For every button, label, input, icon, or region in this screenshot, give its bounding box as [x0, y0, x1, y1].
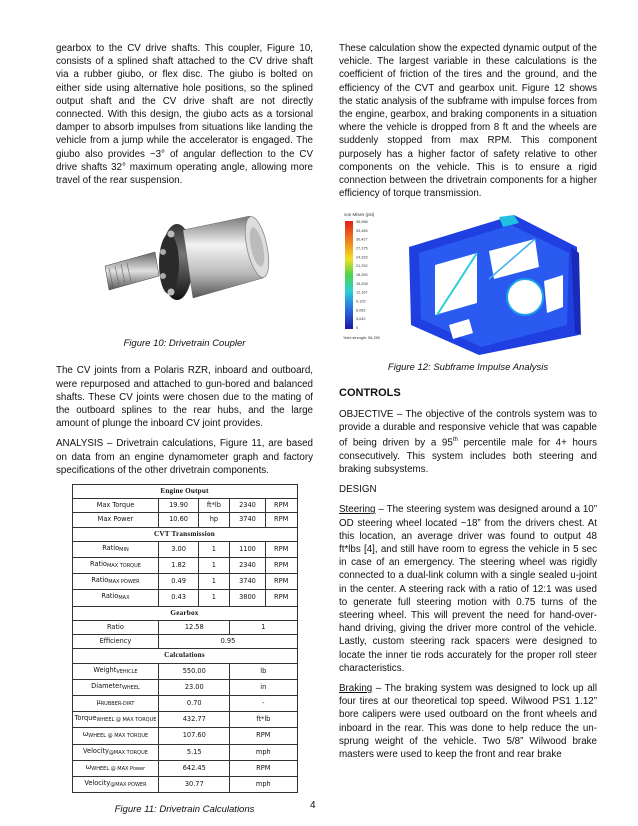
paragraph-steering: Steering – The steering system was designed around a 10” OD steering wheel located ~18” from the drivers chest. At this location, an average driver was found to output 48 ft*lbs [4], and still have room to egress the vehicle in 5 sec in case of an emergency. The steering wheel was rigidly connected to a dual-link column with a single sealed u-joint in the center. A steering rack with a ratio of 12:1 was used to generate full steering motion with 0.75 turns of the steering wheel. This will prevent the need for hand-over-hand driving, giving the driver more control of the vehicle. Lastly, custom steering rack spacers were designed to locate the inner tie rods accurately for the proper roll steer characteristics.	[339, 504, 597, 674]
legend-tick-label: 24,333	[356, 255, 368, 260]
table-row: Diameter$_{WHEEL}$ 23.00 in	[72, 679, 297, 695]
legend-tick-label: 6,083	[356, 308, 366, 313]
subframe-fea-figure	[339, 207, 597, 357]
legend-tick-label: 12,167	[356, 291, 368, 296]
left-column	[56, 42, 313, 816]
steering-label: Steering	[339, 504, 376, 516]
table-row: Efficiency 0.95	[72, 635, 297, 649]
legend-tick-label: 33,455	[356, 229, 368, 234]
legend-tick-label: 30,427	[356, 238, 368, 243]
calculations-header: Calculations	[72, 649, 297, 663]
engine-output-header: Engine Output	[72, 485, 297, 499]
drivetrain-calculations-table	[72, 484, 298, 793]
table-row: Ratio$_{MIN}$ 3.00 1 1100 RPM	[72, 541, 297, 557]
drivetrain-coupler-figure	[85, 194, 285, 329]
coupler-drawing	[85, 194, 285, 329]
legend-tick-label: 27,375	[356, 246, 368, 251]
figure-11-caption: Figure 11: Drivetrain Calculations	[114, 804, 255, 816]
right-column	[339, 42, 597, 768]
table-row: Weight$_{VEHICLE}$ 550.00 lb	[72, 663, 297, 679]
legend-tick-label: 0	[356, 326, 359, 331]
page-number: 4	[310, 800, 316, 811]
legend-tick-label: 36,988	[356, 220, 368, 225]
gearbox-header: Gearbox	[72, 606, 297, 620]
table-row: $\omega_{WHEEL @ MAX Power}$ 642.45 RPM	[72, 760, 297, 776]
legend-footer: Yield strength: 56,259	[343, 336, 380, 341]
stress-legend-bar	[345, 221, 353, 329]
subframe-drawing	[339, 207, 597, 357]
table-row: $\mu_{RUBBER-DIRT}$ 0.70 -	[72, 695, 297, 711]
table-row: Ratio$_{MAX TORQUE}$ 1.82 1 2340 RPM	[72, 558, 297, 574]
legend-tick-label: 18,250	[356, 273, 368, 278]
legend-tick-label: 9,125	[356, 299, 366, 304]
paragraph-coupler: gearbox to the CV drive shafts. This coupler, Figure 10, consists of a splined shaft attached to the CV drive shaft via a rubber giubo, or flex disc. The giubo is bolted on either side using alternative hole positions, so the splined output shaft and the CV drive shaft are not directly connected. With this design, the giubo acts as a torsional damper to absorb impulses from situations like landing the vehicle from a jump while the accelerator is engaged. The giubo also provides ~3° of angular deflection to the CV drive shafts 32° maximum operating angle, allowing more travel of the rear suspension.	[56, 43, 313, 187]
table-row: $\omega_{WHEEL @ MAX TORQUE}$ 107.60 RPM	[72, 728, 297, 744]
table-row: Velocity$_{@MAX TORQUE}$ 5.15 mph	[72, 744, 297, 760]
table-row: Ratio 12.58 1	[72, 620, 297, 634]
braking-label: Braking	[339, 682, 373, 694]
table-row: Ratio$_{MAX}$ 0.43 1 3800 RPM	[72, 590, 297, 606]
table-row: Max Torque 19.90 ft*lb 2340 RPM	[72, 499, 297, 513]
paragraph-braking: Braking – The braking system was designed to lock up all four tires at our theoretical top speed. Wilwood PS1 1.12” bore calipers were used outboard on the front wheels and inboard in the rear. This was done to help reduce the un-sprung weight of the vehicle. Two 5/8” Wilwood brake masters were used to keep the front and rear brake	[339, 682, 597, 760]
paragraph-cv-joints: The CV joints from a Polaris RZR, inboard and outboard, were repurposed and attached to gun-bored and balanced shafts. These CV joints were chosen due to the mating of the outboard splines to the rear hubs, and the large amount of plunge the inboard CV joint provides.	[56, 365, 313, 430]
legend-tick-label: 3,042	[356, 317, 366, 322]
design-heading: DESIGN	[339, 484, 377, 496]
legend-tick-label: 15,208	[356, 282, 368, 287]
subframe-model	[409, 215, 581, 355]
figure-10-caption: Figure 10: Drivetrain Coupler	[123, 338, 246, 350]
figure-12-caption: Figure 12: Subframe Impulse Analysis	[387, 362, 549, 374]
table-row: Ratio$_{MAX POWER}$ 0.49 1 3740 RPM	[72, 574, 297, 590]
paragraph-analysis: ANALYSIS – Drivetrain calculations, Figure 11, are based on data from an engine dynamometer graph and factory specifications of the other drivetrain components.	[56, 438, 313, 476]
table-row: Velocity$_{@MAX POWER}$ 30.77 mph	[72, 776, 297, 792]
paragraph-objective: OBJECTIVE – The objective of the controls system was to provide a durable and responsive vehicle that was capable of being driven by a 95th percentile male for 4+ hours consecutively. This system includes both steering and braking subsystems.	[339, 408, 597, 475]
paragraph-calculation-results: These calculation show the expected dynamic output of the vehicle. The largest variable in these calculations is the coefficient of friction of the tires and the ground, and the efficiency of the CVT and gearbox unit. Figure 12 shows the static analysis of the subframe with impulse forces from the engine, gearbox, and braking components in a situation where the vehicle is dropped from 8 ft and the wheels are suddenly stopped from max RPM. This component purposely has a higher factor of safety relative to other components on the vehicle. This is to ensure a rigid connection between the drivetrain components for a higher efficiency of torque transmission.	[339, 43, 597, 200]
table-row: Torque$_{WHEEL @ MAX TORQUE}$ 432.77 ft*lb	[72, 712, 297, 728]
cvt-header: CVT Transmission	[72, 527, 297, 541]
table-row: Max Power 10.60 hp 3740 RPM	[72, 513, 297, 527]
legend-title: von Mises (psi)	[344, 212, 375, 218]
controls-heading: CONTROLS	[339, 386, 401, 399]
legend-tick-label: 21,292	[356, 264, 368, 269]
